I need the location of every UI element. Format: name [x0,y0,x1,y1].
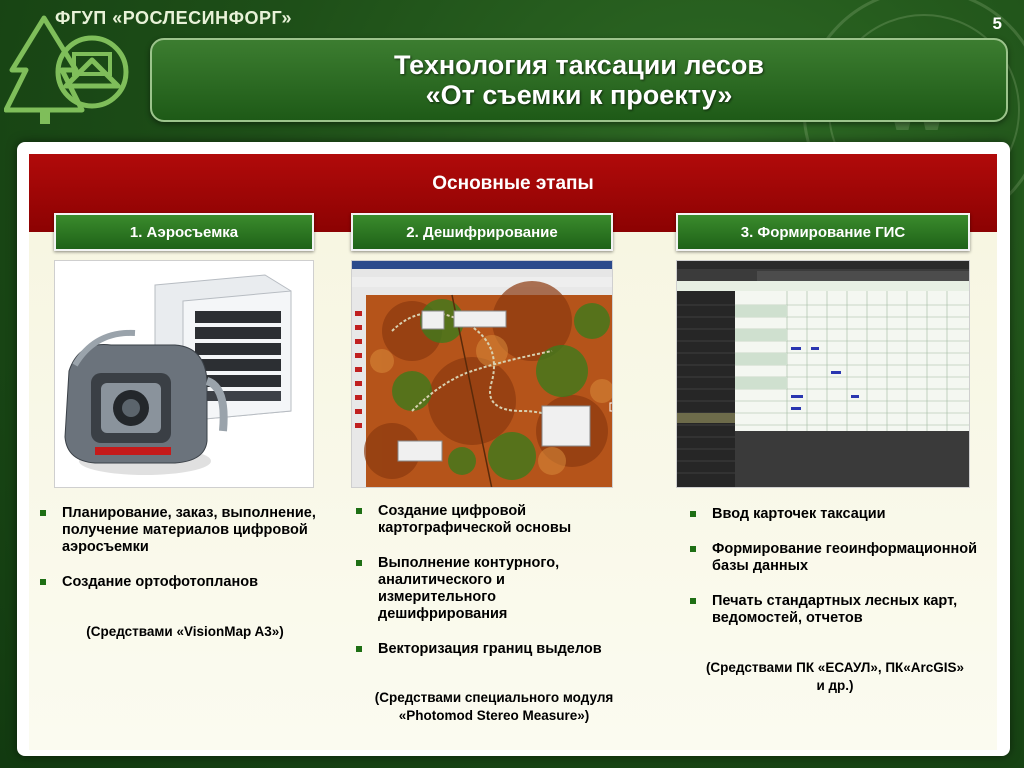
stage-1-header: 1. Аэросъемка [54,213,314,251]
stage-3-bullet: Печать стандартных лесных карт, ведомостей, отчетов [690,593,990,627]
gis-database-screenshot [676,260,970,488]
photogrammetry-screenshot [351,260,613,488]
stage-3-bullets [690,506,990,645]
stage-2-bullet: Векторизация границ выделов [356,641,626,658]
aerial-camera-image [54,260,314,488]
stage-3-header: 3. Формирование ГИС [676,213,970,251]
stage-1-note: (Средствами «VisionMap A3») [86,624,284,639]
stage-1-bullet: Создание ортофотопланов [40,574,320,591]
stage-1-bullets [40,505,320,609]
stage-2-bullets [356,503,626,676]
stage-2-note: (Средствами специального модуля «Photomod Stereo Measure») [374,690,614,723]
stage-2-bullet: Создание цифровой картографической основы [356,503,626,537]
stage-2-bullet: Выполнение контурного, аналитического и измерительного дешифрирования [356,555,626,623]
organization-name: ФГУП «РОСЛЕСИНФОРГ» [55,8,293,28]
slide-number: 5 [992,14,1002,33]
stage-3-bullet: Ввод карточек таксации [690,506,990,523]
stage-3-bullet: Формирование геоинформационной базы данных [690,541,990,575]
slide-title-box [150,38,1008,122]
section-title: Основные этапы [432,173,594,194]
slide-title-line-1: Технология таксации лесов [394,50,764,80]
slide-title-line-2: «От съемки к проекту» [425,80,733,110]
stage-2-header: 2. Дешифрирование [351,213,613,251]
stage-1-bullet: Планирование, заказ, выполнение, получение материалов цифровой аэросъемки [40,505,320,556]
stage-3-note: (Средствами ПК «ЕСАУЛ», ПК«ArcGIS» и др.) [705,660,965,693]
